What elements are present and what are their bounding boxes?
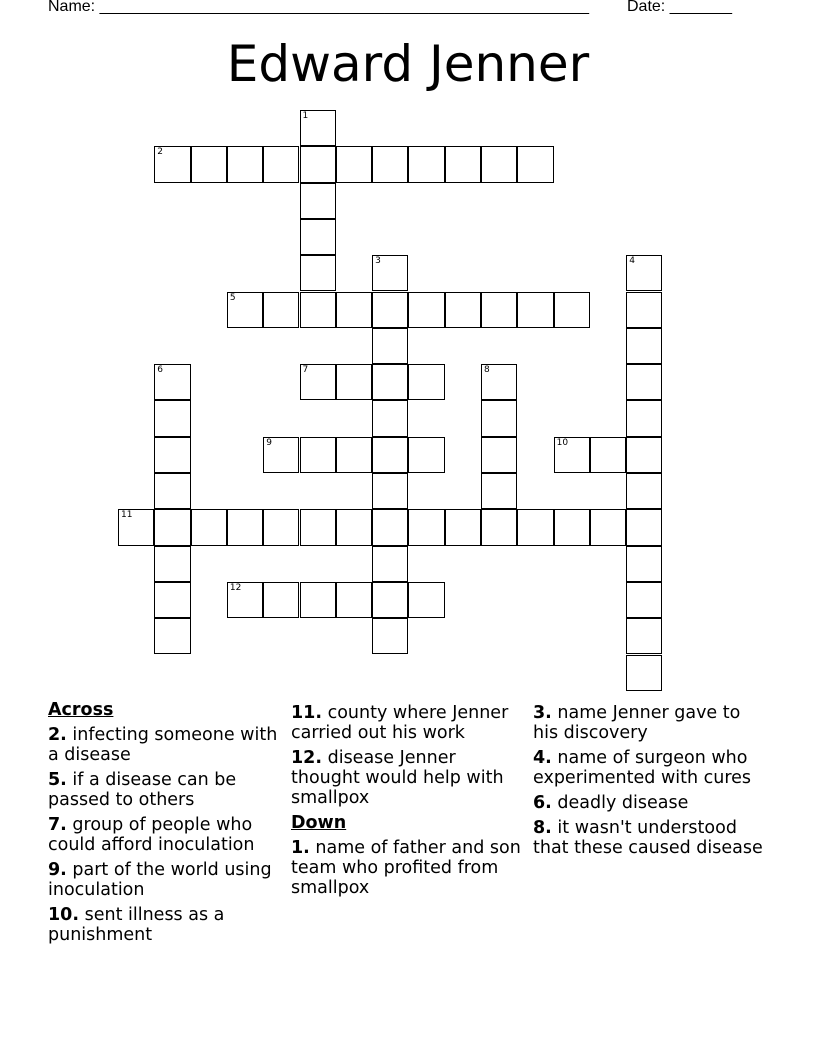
clue-down-4 (533, 748, 763, 788)
clue-text: part of the world using inoculation (48, 860, 272, 900)
grid-cell[interactable] (372, 473, 408, 509)
grid-cell[interactable] (626, 437, 662, 473)
grid-cell[interactable] (300, 364, 336, 400)
grid-cell[interactable] (263, 509, 299, 545)
clue-text: sent illness as a punishment (48, 905, 225, 945)
grid-cell[interactable] (590, 509, 626, 545)
cell-number: 3 (375, 256, 381, 267)
grid-cell[interactable] (626, 509, 662, 545)
grid-cell[interactable] (191, 146, 227, 182)
grid-cell[interactable] (481, 292, 517, 328)
grid-cell[interactable] (481, 437, 517, 473)
grid-cell[interactable] (408, 364, 444, 400)
clue-down-6 (533, 793, 763, 813)
grid-cell[interactable] (154, 582, 190, 618)
grid-cell[interactable] (445, 146, 481, 182)
grid-cell[interactable] (554, 437, 590, 473)
clue-across-11 (291, 703, 521, 743)
grid-cell[interactable] (154, 618, 190, 654)
clue-text: if a disease can be passed to others (48, 770, 237, 810)
grid-cell[interactable] (300, 509, 336, 545)
clue-number: 7. (48, 815, 67, 835)
clue-number: 10. (48, 905, 80, 925)
grid-cell[interactable] (300, 255, 336, 291)
grid-cell[interactable] (191, 509, 227, 545)
clue-number: 1. (291, 838, 310, 858)
grid-cell[interactable] (554, 292, 590, 328)
clue-across-5 (48, 770, 278, 810)
clues-column-2 (291, 703, 521, 903)
grid-cell[interactable] (263, 146, 299, 182)
clue-across-9 (48, 860, 278, 900)
grid-cell[interactable] (517, 292, 553, 328)
grid-cell[interactable] (372, 618, 408, 654)
grid-cell[interactable] (263, 582, 299, 618)
clue-number: 11. (291, 703, 323, 723)
clues-column-1 (48, 700, 278, 950)
grid-cell[interactable] (554, 509, 590, 545)
grid-cell[interactable] (626, 255, 662, 291)
cell-number: 6 (157, 365, 164, 376)
cell-number: 7 (302, 365, 309, 376)
grid-cell[interactable] (227, 509, 263, 545)
grid-cell[interactable] (300, 437, 336, 473)
grid-cell[interactable] (336, 582, 372, 618)
grid-cell[interactable] (372, 582, 408, 618)
grid-cell[interactable] (372, 546, 408, 582)
clue-number: 9. (48, 860, 67, 880)
cell-number: 1 (302, 111, 309, 121)
grid-cell[interactable] (118, 509, 154, 545)
grid-cell[interactable] (300, 110, 336, 146)
grid-cell[interactable] (336, 364, 372, 400)
clue-text: name Jenner gave to his discovery (533, 703, 741, 743)
grid-cell[interactable] (408, 437, 444, 473)
clue-across-12 (291, 748, 521, 808)
clue-text: it wasn't understood that these caused disease (533, 818, 763, 858)
grid-cell[interactable] (300, 183, 336, 219)
cell-number: 10 (556, 437, 569, 448)
clue-down-3 (533, 703, 763, 743)
grid-cell[interactable] (263, 437, 299, 473)
grid-cell[interactable] (336, 146, 372, 182)
grid-cell[interactable] (336, 437, 372, 473)
grid-cell[interactable] (300, 582, 336, 618)
cell-number: 5 (229, 292, 236, 303)
clue-text: deadly disease (557, 793, 689, 813)
date-field[interactable]: Date: _______ (627, 0, 732, 15)
name-field[interactable]: Name: _______________________________________________________ (48, 0, 589, 15)
grid-cell[interactable] (481, 146, 517, 182)
grid-cell[interactable] (336, 509, 372, 545)
clue-text: infecting someone with a disease (48, 725, 278, 765)
cell-number: 4 (629, 256, 635, 267)
clue-across-7 (48, 815, 278, 855)
clues-column-3 (533, 703, 763, 863)
grid-cell[interactable] (626, 328, 662, 364)
grid-cell[interactable] (626, 582, 662, 618)
grid-cell[interactable] (336, 292, 372, 328)
grid-cell[interactable] (372, 400, 408, 436)
grid-cell[interactable] (154, 546, 190, 582)
grid-cell[interactable] (626, 655, 662, 691)
grid-cell[interactable] (227, 146, 263, 182)
grid-cell[interactable] (408, 146, 444, 182)
grid-cell[interactable] (626, 292, 662, 328)
grid-cell[interactable] (481, 509, 517, 545)
clue-number: 4. (533, 748, 552, 768)
grid-cell[interactable] (372, 255, 408, 291)
clue-text: disease Jenner thought would help with smallpox (291, 748, 504, 808)
clue-down-8 (533, 818, 763, 858)
grid-cell[interactable] (372, 146, 408, 182)
clue-number: 12. (291, 748, 323, 768)
grid-cell[interactable] (372, 437, 408, 473)
across-heading: Across (48, 700, 114, 720)
cell-number: 9 (266, 437, 272, 448)
cell-number: 8 (484, 365, 490, 376)
grid-cell[interactable] (154, 509, 190, 545)
grid-cell[interactable] (154, 473, 190, 509)
grid-cell[interactable] (372, 509, 408, 545)
grid-cell[interactable] (408, 509, 444, 545)
grid-cell[interactable] (626, 546, 662, 582)
grid-cell[interactable] (372, 328, 408, 364)
grid-cell[interactable] (481, 364, 517, 400)
grid-cell[interactable] (626, 618, 662, 654)
grid-cell[interactable] (372, 292, 408, 328)
puzzle-title: Edward Jenner (226, 35, 590, 93)
clue-down-1 (291, 838, 521, 898)
grid-cell[interactable] (227, 582, 263, 618)
grid-cell[interactable] (300, 219, 336, 255)
clue-number: 3. (533, 703, 552, 723)
cell-number: 11 (121, 510, 133, 521)
grid-cell[interactable] (481, 400, 517, 436)
grid-cell[interactable] (626, 364, 662, 400)
grid-cell[interactable] (154, 400, 190, 436)
cell-number: 12 (229, 582, 242, 593)
grid-cell[interactable] (626, 400, 662, 436)
clue-number: 8. (533, 818, 552, 838)
grid-cell[interactable] (372, 364, 408, 400)
grid-cell[interactable] (626, 473, 662, 509)
clue-number: 6. (533, 793, 552, 813)
clue-text: group of people who could afford inoculation (48, 815, 255, 855)
clue-text: name of surgeon who experimented with cures (533, 748, 752, 788)
grid-cell[interactable] (227, 292, 263, 328)
grid-cell[interactable] (481, 473, 517, 509)
grid-cell[interactable] (300, 292, 336, 328)
clue-text: name of father and son team who profited from smallpox (291, 838, 521, 898)
grid-cell[interactable] (408, 292, 444, 328)
grid-cell[interactable] (408, 582, 444, 618)
grid-cell[interactable] (590, 437, 626, 473)
grid-cell[interactable] (517, 509, 553, 545)
clue-number: 2. (48, 725, 67, 745)
grid-cell[interactable] (263, 292, 299, 328)
clue-number: 5. (48, 770, 67, 790)
clue-across-2 (48, 725, 278, 765)
grid-cell[interactable] (445, 509, 481, 545)
grid-cell[interactable] (445, 292, 481, 328)
grid-cell[interactable] (154, 146, 190, 182)
down-heading: Down (291, 813, 347, 833)
grid-cell[interactable] (154, 437, 190, 473)
clue-text: county where Jenner carried out his work (291, 703, 509, 743)
cell-number: 2 (157, 147, 164, 158)
grid-cell[interactable] (154, 364, 190, 400)
grid-cell[interactable] (517, 146, 553, 182)
clue-across-10 (48, 905, 278, 945)
grid-cell[interactable] (300, 146, 336, 182)
